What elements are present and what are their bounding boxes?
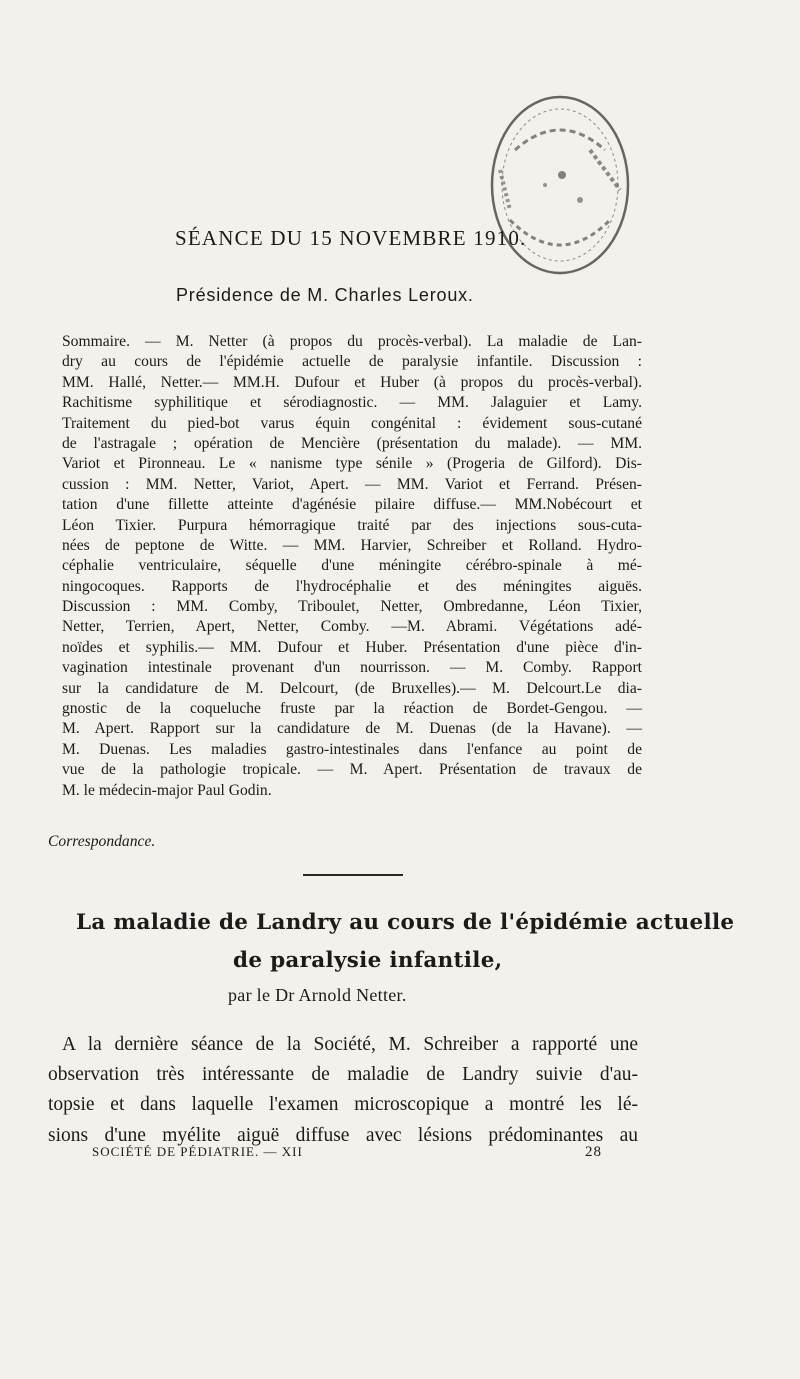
body-line: sions d'une myélite aiguë diffuse avec lésions prédominantes au xyxy=(48,1124,638,1146)
sommaire-line: ningocoques. Rapports de l'hydrocéphalie et des méningites aiguës. xyxy=(62,577,642,595)
section-divider xyxy=(303,874,403,876)
body-line: topsie et dans laquelle l'examen microscopique a montré les lé- xyxy=(48,1094,638,1116)
sommaire-line: Netter, Terrien, Apert, Netter, Comby. —M. Abrami. Végétations adé- xyxy=(62,618,642,636)
page-number: 28 xyxy=(585,1144,602,1160)
sommaire-line: Variot et Pironneau. Le « nanisme type sénile » (Progeria de Gilford). Dis- xyxy=(62,455,642,473)
body-line: observation très intéressante de maladie de Landry suivie d'au- xyxy=(48,1064,638,1086)
sommaire-line: M. Apert. Rapport sur la candidature de M. Duenas (de la Havane). — xyxy=(62,720,642,738)
sommaire-line: MM. Hallé, Netter.— MM.H. Dufour et Huber (à propos du procès-verbal). xyxy=(62,373,642,391)
sommaire-line: gnostic de la coqueluche fruste par la réaction de Bordet-Gengou. — xyxy=(62,700,642,718)
sommaire-line: Léon Tixier. Purpura hémorragique traité par des injections sous-cuta- xyxy=(62,516,642,534)
sommaire-line: cussion : MM. Netter, Variot, Apert. — MM. Variot et Ferrand. Présen- xyxy=(62,475,642,493)
author-byline: par le Dr Arnold Netter. xyxy=(228,985,407,1005)
sommaire-line: vue de la pathologie tropicale. — M. Apert. Présentation de travaux de xyxy=(62,761,642,779)
sommaire-line: Rachitisme syphilitique et sérodiagnostic. — MM. Jalaguier et Lamy. xyxy=(62,394,642,412)
sommaire-line: tation d'une fillette atteinte d'agénésie pilaire diffuse.— MM.Nobécourt et xyxy=(62,496,642,514)
library-stamp xyxy=(470,90,640,290)
presidence-line: Présidence de M. Charles Leroux. xyxy=(176,285,474,305)
sommaire-line: Discussion : MM. Comby, Triboulet, Netter, Ombredanne, Léon Tixier, xyxy=(62,598,642,616)
sommaire-line: céphalie ventriculaire, séquelle d'une méningite cérébro-spinale à mé- xyxy=(62,557,642,575)
body-line: A la dernière séance de la Société, M. Schreiber a rapporté une xyxy=(62,1034,638,1055)
article-title-line-2: de paralysie infantile, xyxy=(233,948,503,973)
article-title-line-1: La maladie de Landry au cours de l'épidémie actuelle xyxy=(76,910,735,935)
sommaire-line: Sommaire. — M. Netter (à propos du procès-verbal). La maladie de Lan- xyxy=(62,333,642,350)
article-body xyxy=(48,1030,638,1151)
sommaire-line: vagination intestinale provenant d'un nourrisson. — M. Comby. Rapport xyxy=(62,659,642,677)
sommaire-line: M. Duenas. Les maladies gastro-intestinales dans l'enfance au point de xyxy=(62,740,642,758)
sommaire-line: de l'astragale ; opération de Mencière (présentation du malade). — MM. xyxy=(62,434,642,452)
sommaire-line: M. le médecin-major Paul Godin. xyxy=(62,781,272,799)
correspondance-heading: Correspondance. xyxy=(48,833,156,850)
sommaire-line: nées de peptone de Witte. — MM. Harvier, Schreiber et Rolland. Hydro- xyxy=(62,536,642,554)
sommaire-line: Traitement du pied-bot varus équin congénital : évidement sous-cutané xyxy=(62,414,642,432)
stamp-seal-icon xyxy=(470,90,640,290)
sommaire-block xyxy=(62,332,642,801)
sommaire-line: noïdes et syphilis.— MM. Dufour et Huber. Présentation d'une pièce d'in- xyxy=(62,638,642,656)
sommaire-line: dry au cours de l'épidémie actuelle de paralysie infantile. Discussion : xyxy=(62,353,642,371)
footer-journal: SOCIÉTÉ DE PÉDIATRIE. — XII xyxy=(92,1144,303,1159)
sommaire-line: sur la candidature de M. Delcourt, (de Bruxelles).— M. Delcourt.Le dia- xyxy=(62,679,642,697)
seance-title: SÉANCE DU 15 NOVEMBRE 1910. xyxy=(175,226,527,250)
